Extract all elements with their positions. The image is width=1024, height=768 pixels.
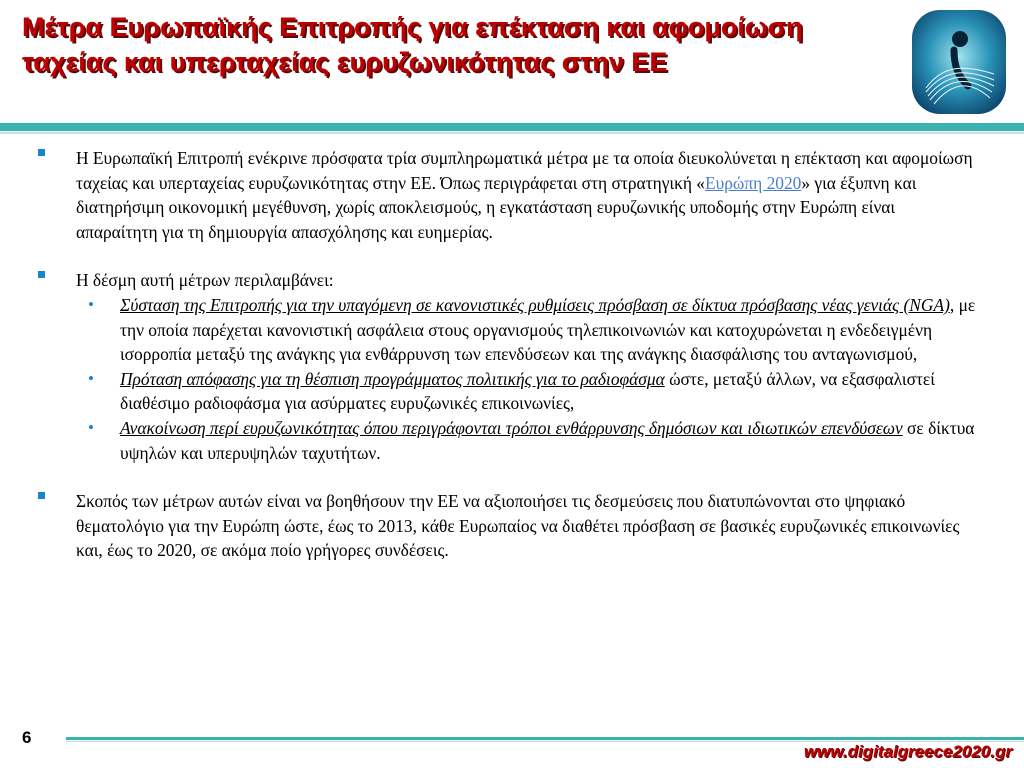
title-divider xyxy=(0,123,1024,131)
europe-2020-link[interactable]: Ευρώπη 2020 xyxy=(704,172,802,193)
sub-bullet-1 xyxy=(38,293,978,367)
square-bullet-icon xyxy=(38,149,45,156)
nga-recommendation-link[interactable]: Σύσταση της Επιτροπής για την υπαγόμενη σε κανονιστικές ρυθμίσεις πρόσβαση σε δίκτυα πρόσβασης νέας γενιάς (NGA) xyxy=(120,294,950,315)
round-bullet-icon: • xyxy=(88,368,94,388)
sub-bullet-3-text: σε δίκτυα υψηλών και υπερυψηλών ταχυτήτων. xyxy=(120,417,975,463)
sub-bullet-3 xyxy=(38,416,978,465)
bullet-item-3 xyxy=(38,489,978,563)
radio-spectrum-proposal-link[interactable]: Πρόταση απόφασης για τη θέσπιση προγράμματος πολιτικής για το ραδιοφάσμα xyxy=(120,368,665,389)
square-bullet-icon xyxy=(38,271,45,278)
footer-website-link[interactable]: www.digitalgreece2020.gr xyxy=(803,742,1012,761)
broadband-communication-link[interactable]: Ανακοίνωση περί ευρυζωνικότητας όπου περιγράφονται τρόποι ενθάρρυνσης δημόσιων και ιδιωτικών επενδύσεων xyxy=(120,417,903,438)
round-bullet-icon: • xyxy=(88,294,94,314)
slide-title: Μέτρα Ευρωπαϊκής Επιτροπής για επέκταση και αφομοίωση ταχείας και υπερταχείας ευρυζωνικότητας στην ΕΕ xyxy=(22,12,803,77)
slide-body xyxy=(38,146,978,563)
round-bullet-icon: • xyxy=(88,417,94,437)
bullet-item-1 xyxy=(38,146,978,244)
title-divider-thin xyxy=(0,132,1024,134)
sub-bullet-2 xyxy=(38,367,978,416)
sub-bullet-2-text: ώστε, μεταξύ άλλων, να εξασφαλιστεί διαθέσιμο ραδιοφάσμα για ασύρματες ευρυζωνικές επικοινωνίες, xyxy=(120,368,935,414)
footer-divider xyxy=(66,737,1024,740)
bullet-2-text: Η δέσμη αυτή μέτρων περιλαμβάνει: xyxy=(76,270,334,291)
sub-bullet-1-text: , με την οποία παρέχεται κανονιστική ασφάλεια στους οργανισμούς τηλεπικοινωνιών και κατοχυρώνεται η ενδεδειγμένη ισορροπία μεταξύ της ανάγκης για ενθάρρυνση των επενδύσεων και της ανάγκης διασφάλισης του ανταγωνισμού, xyxy=(120,294,976,365)
bullet-1-text-pre: Η Ευρωπαϊκή Επιτροπή ενέκρινε πρόσφατα τρία συμπληρωματικά μέτρα με τα οποία διευκολύνεται η επέκταση και αφομοίωση ταχείας και υπερταχείας ευρυζωνικότητας στην ΕΕ. Όπως περιγράφεται στη στρατηγική « xyxy=(76,148,973,193)
digital-greece-logo-icon xyxy=(902,6,1016,120)
bullet-1-text-post: » για έξυπνη και διατηρήσιμη οικονομική μεγέθυνση, χωρίς αποκλεισμούς, η εγκατάσταση ευρυζωνικής υποδομής στην Ευρώπη είναι απαραίτητη για τη δημιουργία απασχόλησης και ευημερίας. xyxy=(76,172,917,242)
bullet-3-text: Σκοπός των μέτρων αυτών είναι να βοηθήσουν την ΕΕ να αξιοποιήσει τις δεσμεύσεις που διατυπώνονται στο ψηφιακό θεματολόγιο για την Ευρώπη ώστε, έως το 2013, κάθε Ευρωπαίος να διαθέτει πρόσβαση σε βασικές ευρυζωνικές επικοινωνίες και, έως το 2020, σε ακόμα ποίο γρήγορες συνδέσεις. xyxy=(76,491,960,561)
slide-number: 6 xyxy=(22,728,32,747)
square-bullet-icon xyxy=(38,492,45,499)
bullet-item-2 xyxy=(38,268,978,293)
